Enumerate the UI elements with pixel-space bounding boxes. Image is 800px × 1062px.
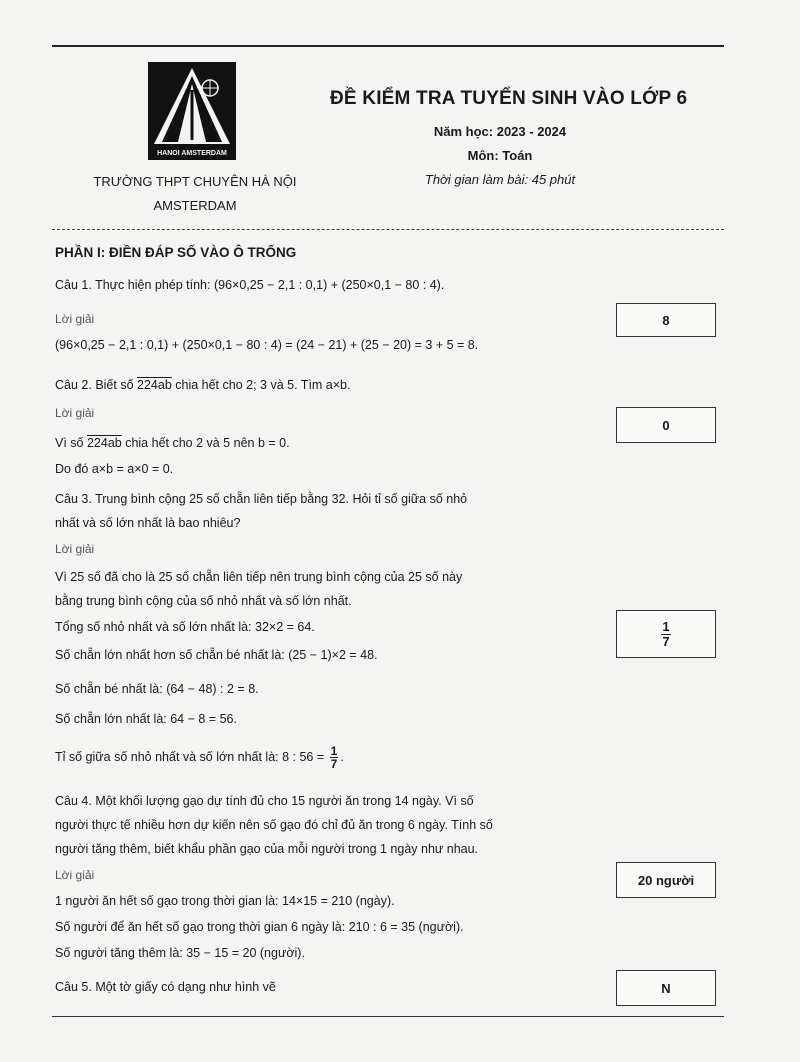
q4-solution-line2: Số người để ăn hết số gạo trong thời gian 6 ngày là: 210 : 6 = 35 (người). — [55, 920, 464, 934]
exam-title: ĐỀ KIỂM TRA TUYỂN SINH VÀO LỚP 6 — [330, 88, 688, 109]
q1-text: Thực hiện phép tính: (96×0,25 − 2,1 : 0,1) + (250×0,1 − 80 : 4). — [91, 278, 445, 292]
q5-text: Một tờ giấy có dạng như hình vẽ — [91, 980, 276, 994]
q1-answer-box — [616, 303, 716, 337]
q4-question-line1 — [55, 794, 474, 808]
duration: Thời gian làm bài: 45 phút — [424, 172, 576, 187]
q4-question-line2: người thực tế nhiều hơn dự kiến nên số gạo đó chỉ đủ ăn trong 6 ngày. Tính số — [55, 818, 493, 832]
q3-label: Câu 3. — [55, 492, 92, 506]
q4-solution-label: Lời giải — [55, 868, 95, 882]
q3-question-line1 — [55, 492, 467, 506]
q3-sol7-denominator: 7 — [330, 757, 338, 771]
q2-solution-line1 — [55, 436, 290, 450]
q2-answer-box — [616, 407, 716, 443]
q5-label: Câu 5. — [55, 980, 92, 994]
q3-solution-line4: Số chẵn lớn nhất hơn số chẵn bé nhất là: (25 − 1)×2 = 48. — [55, 648, 378, 662]
q2-number: 224ab — [137, 378, 172, 392]
q3-answer-numerator: 1 — [662, 618, 670, 634]
q4-solution-line3: Số người tăng thêm là: 35 − 15 = 20 (người). — [55, 946, 305, 960]
section-heading: PHẦN I: ĐIỀN ĐÁP SỐ VÀO Ô TRỐNG — [55, 245, 297, 260]
header-divider — [52, 229, 724, 230]
q1-solution-label: Lời giải — [55, 312, 95, 326]
q3-solution-label: Lời giải — [55, 542, 95, 556]
school-logo — [148, 62, 236, 160]
q1-solution-line1: (96×0,25 − 2,1 : 0,1) + (250×0,1 − 80 : 4) = (24 − 21) + (25 − 20) = 3 + 5 = 8. — [55, 338, 479, 352]
q3-solution-line1: Vì 25 số đã cho là 25 số chẵn liên tiếp nên trung bình cộng của 25 số này — [55, 570, 463, 584]
school-year: Năm học: 2023 - 2024 — [433, 124, 567, 139]
q4-solution-line1: 1 người ăn hết số gạo trong thời gian là: 14×15 = 210 (ngày). — [55, 894, 395, 908]
top-rule — [52, 45, 724, 47]
q3-answer-fraction — [661, 620, 670, 649]
q3-solution-line7 — [55, 745, 344, 770]
q2-text-pre: Biết số — [91, 378, 138, 392]
bottom-rule — [52, 1016, 724, 1017]
school-name-line1: TRƯỜNG THPT CHUYÊN HÀ NỘI — [93, 174, 297, 189]
q3-answer-denominator: 7 — [662, 633, 670, 649]
logo-caption: HANOI AMSTERDAM — [157, 150, 227, 157]
q2-solution-label: Lời giải — [55, 406, 95, 420]
q4-text1: Một khối lượng gạo dự tính đủ cho 15 người ăn trong 14 ngày. Vì số — [91, 794, 474, 808]
q4-answer-box — [616, 862, 716, 898]
subject: Môn: Toán — [467, 148, 533, 163]
q2-label: Câu 2. — [55, 378, 92, 392]
q2-sol1-post: chia hết cho 2 và 5 nên b = 0. — [121, 436, 290, 450]
q3-solution-line2: bằng trung bình cộng của số nhỏ nhất và số lớn nhất. — [55, 594, 352, 608]
q1-answer: 8 — [662, 312, 670, 328]
q4-label: Câu 4. — [55, 794, 92, 808]
q4-answer: 20 người — [637, 872, 695, 888]
school-name — [60, 170, 330, 218]
q5-question — [55, 980, 276, 994]
q2-solution-line2: Do đó a×b = a×0 = 0. — [55, 462, 174, 476]
q2-answer: 0 — [662, 417, 670, 433]
q3-solution-line5: Số chẵn bé nhất là: (64 − 48) : 2 = 8. — [55, 682, 259, 696]
q2-sol1-number: 224ab — [86, 436, 122, 450]
q4-question-line3: người tăng thêm, biết khẩu phần gạo của mỗi người trong 1 ngày như nhau. — [55, 842, 479, 856]
school-name-line2: AMSTERDAM — [153, 198, 237, 213]
q5-answer-box — [616, 970, 716, 1006]
q3-sol7-post: . — [340, 749, 344, 764]
q1-label: Câu 1. — [55, 278, 92, 292]
q3-sol7-fraction — [330, 745, 339, 770]
q3-answer-box — [616, 610, 716, 658]
q3-solution-line6: Số chẵn lớn nhất là: 64 − 8 = 56. — [55, 712, 237, 726]
q3-sol7-pre: Tỉ số giữa số nhỏ nhất và số lớn nhất là: 8 : 56 = — [55, 749, 328, 764]
q1-question — [55, 278, 444, 292]
q2-text-post: chia hết cho 2; 3 và 5. Tìm a×b. — [171, 378, 351, 392]
q2-sol1-pre: Vì số — [55, 436, 87, 450]
q5-answer: N — [661, 980, 671, 996]
q3-text1: Trung bình cộng 25 số chẵn liên tiếp bằng 32. Hỏi tỉ số giữa số nhỏ — [91, 492, 468, 506]
q3-solution-line3: Tổng số nhỏ nhất và số lớn nhất là: 32×2 = 64. — [55, 620, 315, 634]
q2-question — [55, 378, 350, 392]
q3-question-line2: nhất và số lớn nhất là bao nhiêu? — [55, 516, 241, 530]
q3-sol7-numerator: 1 — [330, 744, 338, 758]
